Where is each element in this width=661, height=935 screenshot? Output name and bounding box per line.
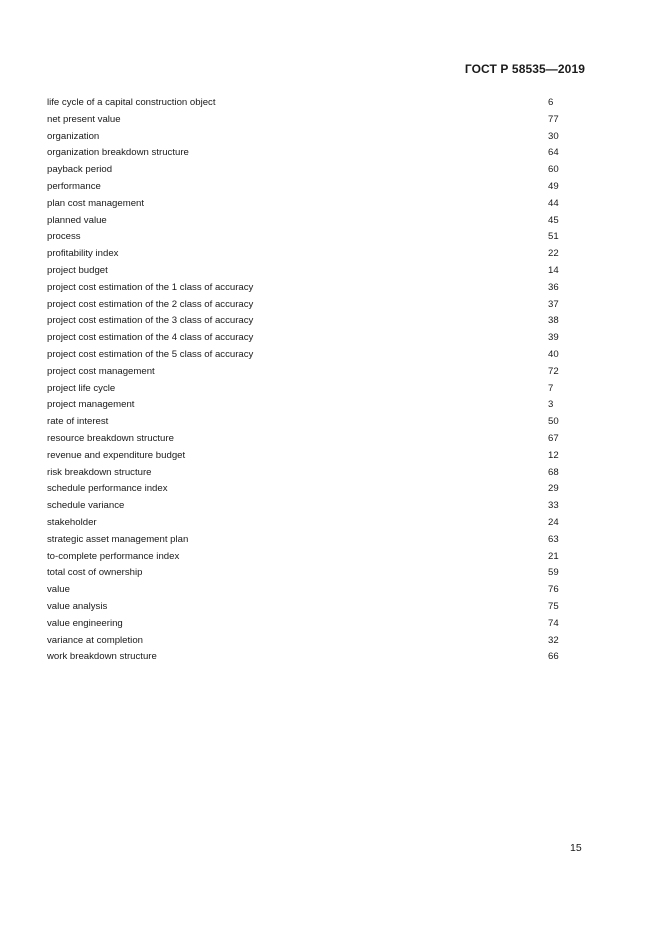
index-term-number: 60 [548,164,559,176]
index-term-number: 12 [548,449,559,461]
index-entry [47,179,562,196]
index-term-number: 37 [548,298,559,310]
index-term: project management [47,399,135,411]
index-term-number: 7 [548,382,554,394]
index-term: project cost estimation of the 4 class of accuracy [47,332,254,344]
index-term-number: 74 [548,617,559,629]
index-term: life cycle of a capital construction object [47,97,216,108]
index-term-number: 21 [548,550,559,562]
index-term: plan cost management [47,197,145,209]
index-entry [47,297,562,314]
index-term-number: 59 [548,567,559,579]
index-term-number: 72 [548,365,559,377]
index-entry [47,162,562,179]
index-term-number: 29 [548,483,559,495]
index-entry [47,330,562,347]
index-entry [47,515,562,532]
index-term-number: 40 [548,348,559,360]
index-entry [47,532,562,549]
index-term: project cost estimation of the 2 class of accuracy [47,298,254,310]
index-entry [47,498,562,515]
index-entry [47,414,562,431]
index-term-number: 51 [548,231,559,243]
index-entry [47,145,562,162]
index-entry [47,95,562,112]
index-term-number: 3 [548,399,554,411]
index-term-number: 6 [548,97,554,108]
index-term-number: 50 [548,416,559,428]
index-entry [47,633,562,650]
index-entry [47,565,562,582]
index-term: profitability index [47,248,119,260]
index-term: project cost estimation of the 3 class of accuracy [47,315,254,327]
index-term: revenue and expenditure budget [47,449,186,461]
index-entry [47,229,562,246]
index-term-number: 45 [548,214,559,226]
index-term: strategic asset management plan [47,533,189,545]
index-term-number: 49 [548,180,559,192]
index-term-number: 77 [548,113,559,125]
index-entry [47,364,562,381]
index-term-number: 36 [548,281,559,293]
index-term-number: 68 [548,466,559,478]
index-term-number: 64 [548,147,559,159]
standard-code-header: ГОСТ Р 58535—2019 [464,62,585,76]
index-term: project life cycle [47,382,116,394]
index-term: schedule variance [47,500,125,512]
index-entry [47,397,562,414]
index-entry [47,616,562,633]
index-term-number: 14 [548,264,559,276]
index-term: net present value [47,113,121,125]
index-term: resource breakdown structure [47,432,174,444]
index-entry [47,213,562,230]
index-term: variance at completion [47,634,143,646]
index-entry [47,649,562,666]
page-number: 15 [570,842,582,854]
index-entry [47,448,562,465]
index-entry [47,599,562,616]
index-term: value analysis [47,600,108,612]
index-term: project cost estimation of the 1 class of accuracy [47,281,254,293]
index-term-number: 44 [548,197,559,209]
index-term-number: 38 [548,315,559,327]
index-term-number: 33 [548,500,559,512]
index-term: project budget [47,264,108,276]
index-term: value [47,584,70,596]
index-term: project cost estimation of the 5 class of accuracy [47,348,254,360]
index-entry [47,280,562,297]
index-entry [47,263,562,280]
index-term: risk breakdown structure [47,466,152,478]
index-entry [47,481,562,498]
index-entry [47,196,562,213]
term-index-list [47,95,562,666]
index-entry [47,549,562,566]
index-term: organization [47,130,100,142]
index-term-number: 76 [548,584,559,596]
index-term: to-complete performance index [47,550,180,562]
index-term-number: 32 [548,634,559,646]
index-entry [47,381,562,398]
index-term: total cost of ownership [47,567,143,579]
index-entry [47,582,562,599]
index-term-number: 39 [548,332,559,344]
index-term: project cost management [47,365,155,377]
index-entry [47,431,562,448]
index-term-number: 75 [548,600,559,612]
index-term-number: 63 [548,533,559,545]
index-term: rate of interest [47,416,109,428]
index-term: planned value [47,214,107,226]
index-term: stakeholder [47,516,97,528]
index-term: schedule performance index [47,483,168,495]
index-entry [47,313,562,330]
index-entry [47,465,562,482]
index-term-number: 30 [548,130,559,142]
index-entry [47,347,562,364]
index-term-number: 24 [548,516,559,528]
index-entry [47,129,562,146]
index-term: process [47,231,81,243]
index-term: value engineering [47,617,123,629]
index-term: payback period [47,164,113,176]
index-term-number: 22 [548,248,559,260]
index-term: work breakdown structure [47,651,157,663]
index-term: organization breakdown structure [47,147,189,159]
index-term: performance [47,180,101,192]
index-entry [47,112,562,129]
index-entry [47,246,562,263]
index-term-number: 66 [548,651,559,663]
index-term-number: 67 [548,432,559,444]
